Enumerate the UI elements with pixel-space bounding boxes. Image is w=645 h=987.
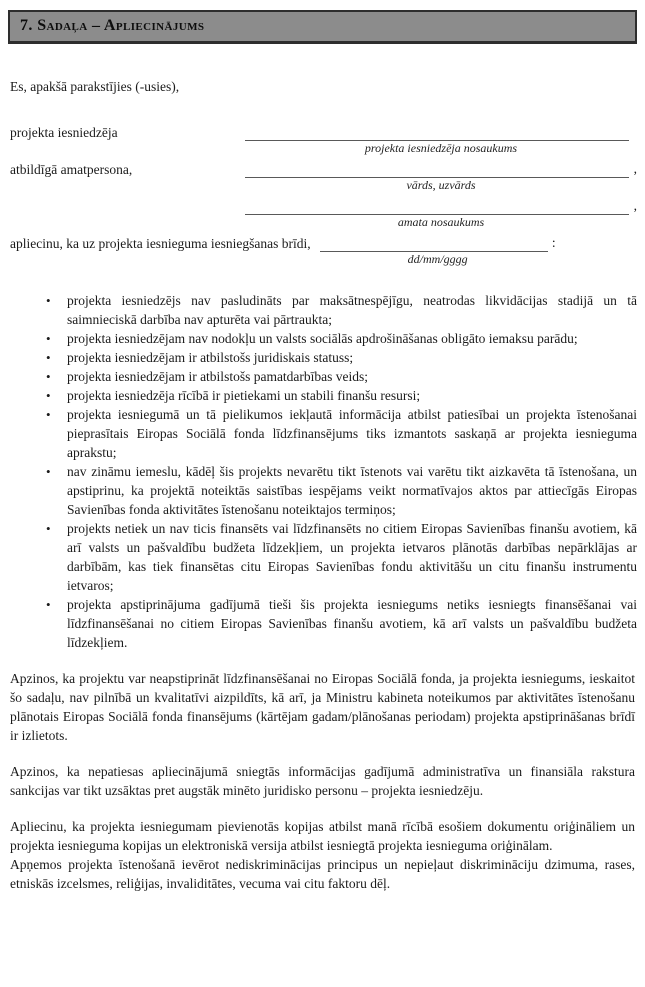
form-row-official-name (8, 160, 637, 193)
list-item-text: projekts netiek un nav ticis finansēts vai līdzfinansēts no citiem Eiropas Savienības finanšu avotiem, kā arī valsts un pašvaldību budžeta līdzekļiem, un projekta ietvaros plānotās darbības nepārklājas ar darbībām, kas tiek finansētas citu Eiropas Savienības fondu aktivitāšu un citu finanšu instrumentu ietvaros; (67, 521, 637, 593)
list-item (8, 405, 637, 462)
applicant-name-label: projekta iesniedzēja (10, 125, 118, 140)
intro-text: Es, apakšā parakstījies (-usies), (10, 79, 180, 94)
list-item (8, 291, 637, 329)
position-line-row (245, 197, 637, 215)
date-suffix: : (551, 235, 556, 250)
list-item (8, 348, 637, 367)
section-header-bar (8, 10, 637, 44)
date-label: apliecinu, ka uz projekta iesnieguma iesniegšanas brīdi, (10, 236, 311, 251)
date-field-group (320, 234, 556, 267)
list-item-text: projekta iesniedzēja rīcībā ir pietiekami un stabili finanšu resursi; (67, 388, 421, 403)
official-name-line-row (245, 160, 637, 178)
bullet-icon: • (46, 350, 51, 365)
official-name-field-group (245, 160, 637, 193)
section-title: 7. Sadaļa – Apliecinājums (20, 17, 205, 34)
applicant-name-caption: projekta iesniedzēja nosaukums (364, 141, 518, 155)
declaration-list (8, 291, 637, 652)
bullet-icon: • (46, 407, 51, 422)
bullet-icon: • (46, 464, 51, 479)
list-item-text: projekta iesniedzējam ir atbilstošs pamatdarbības veids; (67, 369, 369, 384)
official-name-caption: vārds, uzvārds (406, 178, 476, 192)
list-item (8, 386, 637, 405)
official-name-suffix: , (633, 161, 637, 176)
list-item (8, 595, 637, 652)
list-item (8, 329, 637, 348)
list-item-text: projekta iesniegumā un tā pielikumos iekļautā informācija atbilst patiesībai un projekta īstenošanai pieprasītais Eiropas Sociālā fonda līdzfinansējums tiks izmantots saskaņā ar projekta iesnieguma aprakstu; (67, 407, 637, 460)
date-field[interactable] (320, 234, 548, 252)
position-field-group (245, 197, 637, 230)
paragraph-copies-statement: Apliecinu, ka projekta iesniegumam pievienotās kopijas atbilst manā rīcībā esošiem dokumentu oriģināliem un projekta iesnieguma kopijas un elektroniskā versija atbilst iesniegtā projekta iesnieguma oriģinālam. (10, 819, 635, 853)
official-name-field[interactable] (245, 160, 629, 178)
form-row-applicant-name (8, 123, 637, 156)
list-item-text: projekta iesniedzējam ir atbilstošs juridiskais statuss; (67, 350, 354, 365)
form-row-date (8, 234, 637, 267)
applicant-name-field-group (245, 123, 637, 156)
date-caption: dd/mm/gggg (407, 252, 468, 266)
position-field[interactable] (245, 197, 629, 215)
bullet-icon: • (46, 521, 51, 536)
position-suffix: , (633, 198, 637, 213)
bullet-icon: • (46, 331, 51, 346)
form-row-position (8, 197, 637, 230)
bullet-icon: • (46, 293, 51, 308)
list-item (8, 519, 637, 595)
bullet-icon: • (46, 597, 51, 612)
applicant-name-line-row (245, 123, 637, 141)
date-line-row (320, 234, 556, 252)
position-label (8, 197, 245, 230)
declaration-form (8, 123, 637, 267)
paragraph-rejection-notice: Apzinos, ka projektu var neapstiprināt līdzfinansēšanai no Eiropas Sociālā fonda, ja projekta iesniegums, ieskaitot šo sadaļu, nav pilnībā un kvalitatīvi aizpildīts, kā arī, ja Ministru kabineta noteikumos par aktivitātes īstenošanu plānotais Eiropas Sociālā fonda finansējums (kārtējam gadam/plānošanas periodam) projekta apstiprināšanas brīdī ir izlietots. (10, 671, 635, 743)
paragraph-sanctions-notice: Apzinos, ka nepatiesas apliecinājumā sniegtās informācijas gadījumā administratīva un finansiāla rakstura sankcijas var tikt uzsāktas pret augstāk minēto juridisko personu – projekta iesniedzēju. (10, 764, 635, 798)
position-caption: amata nosaukums (397, 215, 485, 229)
list-item-text: projekta iesniedzējs nav pasludināts par maksātnespējīgu, neatrodas likvidācijas stadijā un tā saimnieciskā darbība nav apturēta vai pārtraukta; (67, 293, 637, 327)
paragraph-nondiscrimination-statement: Apņemos projekta īstenošanā ievērot nediskriminācijas principus un nepieļaut diskrimināciju dzimuma, rases, etniskās izcelsmes, reliģijas, invaliditātes, vecuma vai citu faktoru dēļ. (10, 857, 635, 891)
list-item (8, 367, 637, 386)
applicant-name-field[interactable] (245, 123, 629, 141)
list-item-text: projekta iesniedzējam nav nodokļu un valsts sociālās apdrošināšanas obligāto iemaksu parādu; (67, 331, 578, 346)
list-item-text: nav zināmu iemeslu, kādēļ šis projekts nevarētu tikt īstenots vai varētu tikt aizkavēta tā īstenošana, un apstiprinu, ka projektā noteiktās saistības iespējams veikt normatīvajos aktos par attiecīgās Eiropas Savienības fonda aktivitātes īstenošanu noteiktajos termiņos; (67, 464, 637, 517)
official-label: atbildīgā amatpersona, (10, 162, 133, 177)
list-item-text: projekta apstiprinājuma gadījumā tieši šis projekta iesniegums netiks iesniegts finansēšanai vai līdzfinansēšanai no citiem Eiropas Savienības finanšu avotiem, kā arī valsts un pašvaldību budžeta līdzekļiem. (67, 597, 637, 650)
bullet-icon: • (46, 388, 51, 403)
bullet-icon: • (46, 369, 51, 384)
list-item (8, 462, 637, 519)
